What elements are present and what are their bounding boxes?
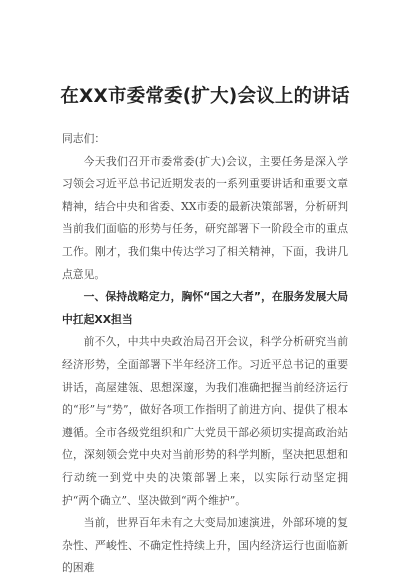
greeting: 同志们： xyxy=(62,132,106,145)
intro-paragraph: 今天我们召开市委常委(扩大)会议，主要任务是深入学习领会习近平总书记近期发表的一系列重要讲话和重要文章精神，结合中央和省委、XX市委的最新决策部署，分析研判当前我们面临的形势与任务，研究部署下一阶段全市的重点工作。刚才，我们集中传达学习了相关精神，下面，我讲几点意见。 xyxy=(62,154,348,281)
document-body xyxy=(62,128,348,580)
document-title: 在XX市委常委(扩大)会议上的讲话 xyxy=(60,86,350,107)
section-paragraph-1: 前不久，中共中央政治局召开会议，科学分析研究当前经济形势，全面部署下半年经济工作。习近平总书记的重要讲话，高屋建瓴、思想深邃，为我们准确把握当前经济运行的“形”与“势”，做好各项工作指明了前进方向、提供了根本遵循。全市各级党组织和广大党员干部必须切实提高政治站位，深刻领会党中央对当前形势的科学判断，坚决把思想和行动统一到党中央的决策部署上来，以实际行动坚定拥护“两个确立”、坚决做到“两个维护”。 xyxy=(62,335,348,507)
section-heading: 一、保持战略定力，胸怀“国之大者”，在服务发展大局中扛起XX担当 xyxy=(62,290,348,326)
section-paragraph-2: 当前，世界百年未有之大变局加速演进，外部环境的复杂性、严峻性、不确定性持续上升，国内经济运行也面临新的困难 xyxy=(62,516,348,575)
